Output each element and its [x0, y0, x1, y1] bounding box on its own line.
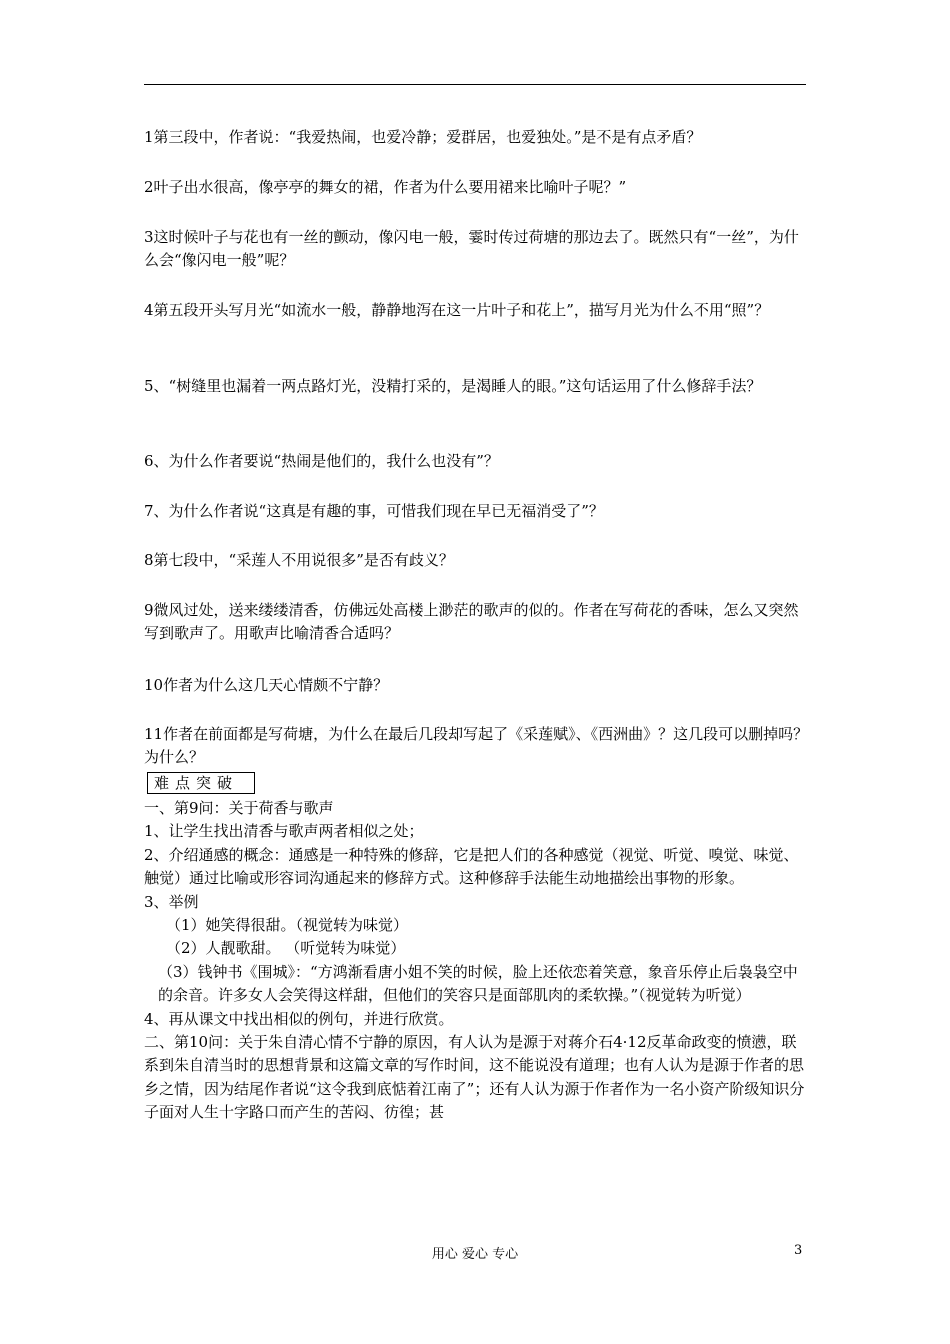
- page-footer: 用心 爱心 专心: [431, 1247, 519, 1262]
- analysis-body: [144, 797, 809, 1125]
- step-3: 3、举例: [144, 892, 199, 911]
- part-one-heading: 一、第9问：关于荷香与歌声: [144, 799, 334, 817]
- example-1: （1）她笑得很甜。（视觉转为味觉）: [166, 916, 409, 935]
- step-1: 1、让学生找出清香与歌声两者相似之处；: [144, 822, 424, 841]
- question-4: 4第五段开头写月光“如流水一般，静静地泻在这一片叶子和花上”，描写月光为什么不用“照”？: [144, 301, 770, 319]
- page-number: 3: [794, 1243, 803, 1258]
- section-heading-box: 难点突破: [147, 772, 255, 794]
- example-2: （2）人靓歌甜。 （听觉转为味觉）: [166, 939, 406, 958]
- question-8: 8第七段中，“采莲人不用说很多”是否有歧义？: [144, 551, 454, 569]
- question-9: 9微风过处，送来缕缕清香，仿佛远处高楼上渺茫的歌声的似的。作者在写荷花的香味，怎么又突然写到歌声了。用歌声比喻清香合适吗？: [144, 601, 799, 642]
- question-7: 7、为什么作者说“这真是有趣的事，可惜我们现在早已无福消受了”？: [144, 502, 604, 520]
- question-3: 3这时候叶子与花也有一丝的颤动，像闪电一般，霎时传过荷塘的那边去了。既然只有“一丝”，为什么会“像闪电一般”呢？: [144, 228, 799, 269]
- step-4: 4、再从课文中找出相似的例句，并进行欣赏。: [144, 1009, 454, 1028]
- question-2: 2叶子出水很高，像亭亭的舞女的裙，作者为什么要用裙来比喻叶子呢？”: [144, 178, 627, 196]
- example-3: （3）钱钟书《围城》：“方鸿渐看唐小姐不笑的时候，脸上还依恋着笑意，象音乐停止后袅袅空中的余音。许多女人会笑得这样甜，但他们的笑容只是面部肌肉的柔软操。”（视觉转为听觉）: [158, 962, 798, 1005]
- header-rule: [144, 84, 806, 85]
- question-1: 1第三段中，作者说：“我爱热闹，也爱冷静；爱群居，也爱独处。”是不是有点矛盾？: [144, 128, 702, 146]
- part-two-paragraph: 二、第10问：关于朱自清心情不宁静的原因，有人认为是源于对蒋介石4·12反革命政变的愤懑，联系到朱自清当时的思想背景和这篇文章的写作时间，这不能说没有道理；也有人认为是源于作者的思乡之情，因为结尾作者说“这令我到底惦着江南了”；还有人认为源于作者作为一名小资产阶级知识分子面对人生十字路口而产生的苦闷、彷徨；甚: [144, 1033, 805, 1122]
- question-11: 11作者在前面都是写荷塘，为什么在最后几段却写起了《采莲赋》、《西洲曲》？这几段可以删掉吗？为什么？: [144, 725, 809, 766]
- question-6: 6、为什么作者要说“热闹是他们的，我什么也没有”？: [144, 452, 499, 470]
- question-5: 5、“树缝里也漏着一两点路灯光，没精打采的，是渴睡人的眼。”这句话运用了什么修辞手法？: [144, 377, 762, 395]
- step-2: 2、介绍通感的概念：通感是一种特殊的修辞，它是把人们的各种感觉（视觉、听觉、嗅觉、味觉、触觉）通过比喻或形容词沟通起来的修辞方式。这种修辞手法能生动地描绘出事物的形象。: [144, 845, 799, 888]
- question-10: 10作者为什么这几天心情颇不宁静？: [144, 676, 389, 694]
